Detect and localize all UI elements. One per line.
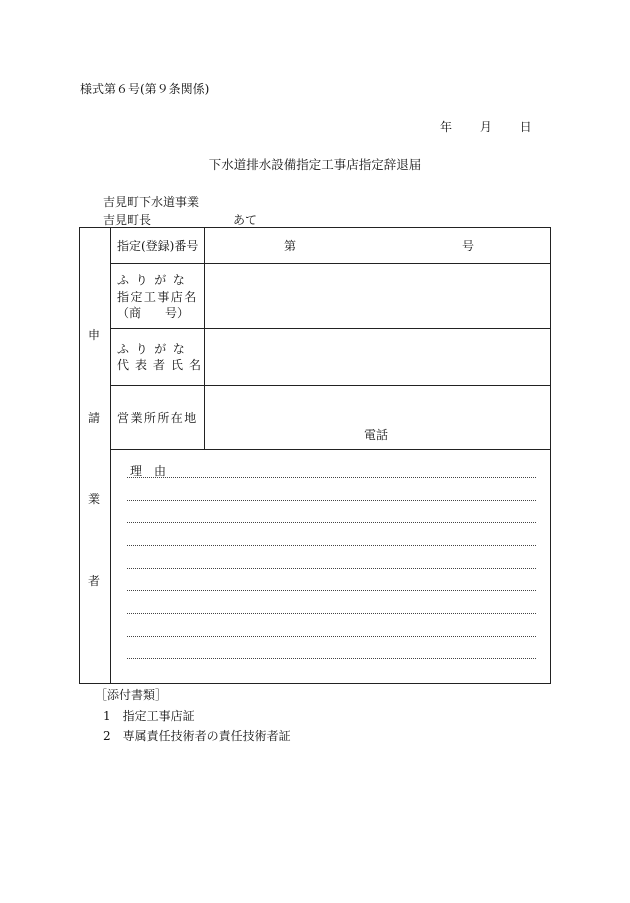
addressee-suffix: あて (233, 213, 258, 227)
reason-line (127, 568, 536, 569)
document-title: 下水道排水設備指定工事店指定辞退届 (208, 157, 422, 172)
side-column-divider (110, 228, 111, 683)
date-line (440, 118, 532, 135)
side-label-char: 請 (88, 411, 101, 425)
office-address-label: 営業所所在地 (117, 411, 198, 425)
reason-line (127, 522, 536, 523)
label-column-divider (204, 228, 205, 449)
row-divider (110, 328, 551, 329)
row-divider (110, 449, 551, 450)
date-year-label: 年 (440, 120, 453, 134)
attachments-title: ［添付書類］ (95, 688, 168, 702)
reason-line (127, 545, 536, 546)
reason-line (127, 590, 536, 591)
row-divider (110, 263, 551, 264)
registration-number-label: 指定(登録)番号 (117, 239, 199, 253)
side-label-char: 申 (88, 328, 101, 342)
reason-label: 理 由 (130, 464, 167, 478)
applicant-table (79, 227, 551, 684)
date-month-label: 月 (479, 120, 492, 134)
addressee-organization: 吉見町下水道事業 (103, 195, 200, 209)
store-name-label: 指定工事店名 (117, 290, 198, 304)
store-name-furigana: ふりがな (117, 273, 192, 287)
reason-line (127, 477, 536, 478)
side-label-char: 者 (88, 574, 101, 588)
attachment-item: 1 指定工事店証 (103, 709, 195, 723)
row-divider (110, 385, 551, 386)
reason-line (127, 500, 536, 501)
side-label-char: 業 (88, 492, 101, 506)
phone-label: 電話 (364, 428, 389, 442)
representative-name-label: 代表者氏名 (117, 358, 208, 372)
attachment-item: 2 専属責任技術者の責任技術者証 (103, 729, 291, 743)
addressee-mayor: 吉見町長 (103, 213, 152, 227)
registration-prefix: 第 (284, 239, 297, 253)
registration-suffix: 号 (462, 239, 475, 253)
reason-line (127, 613, 536, 614)
store-name-sub-label: （商 号） (117, 306, 190, 320)
reason-line (127, 658, 536, 659)
date-day-label: 日 (519, 120, 532, 134)
reason-line (127, 636, 536, 637)
form-number: 様式第６号(第９条関係) (80, 82, 210, 96)
representative-furigana: ふりがな (117, 342, 192, 356)
